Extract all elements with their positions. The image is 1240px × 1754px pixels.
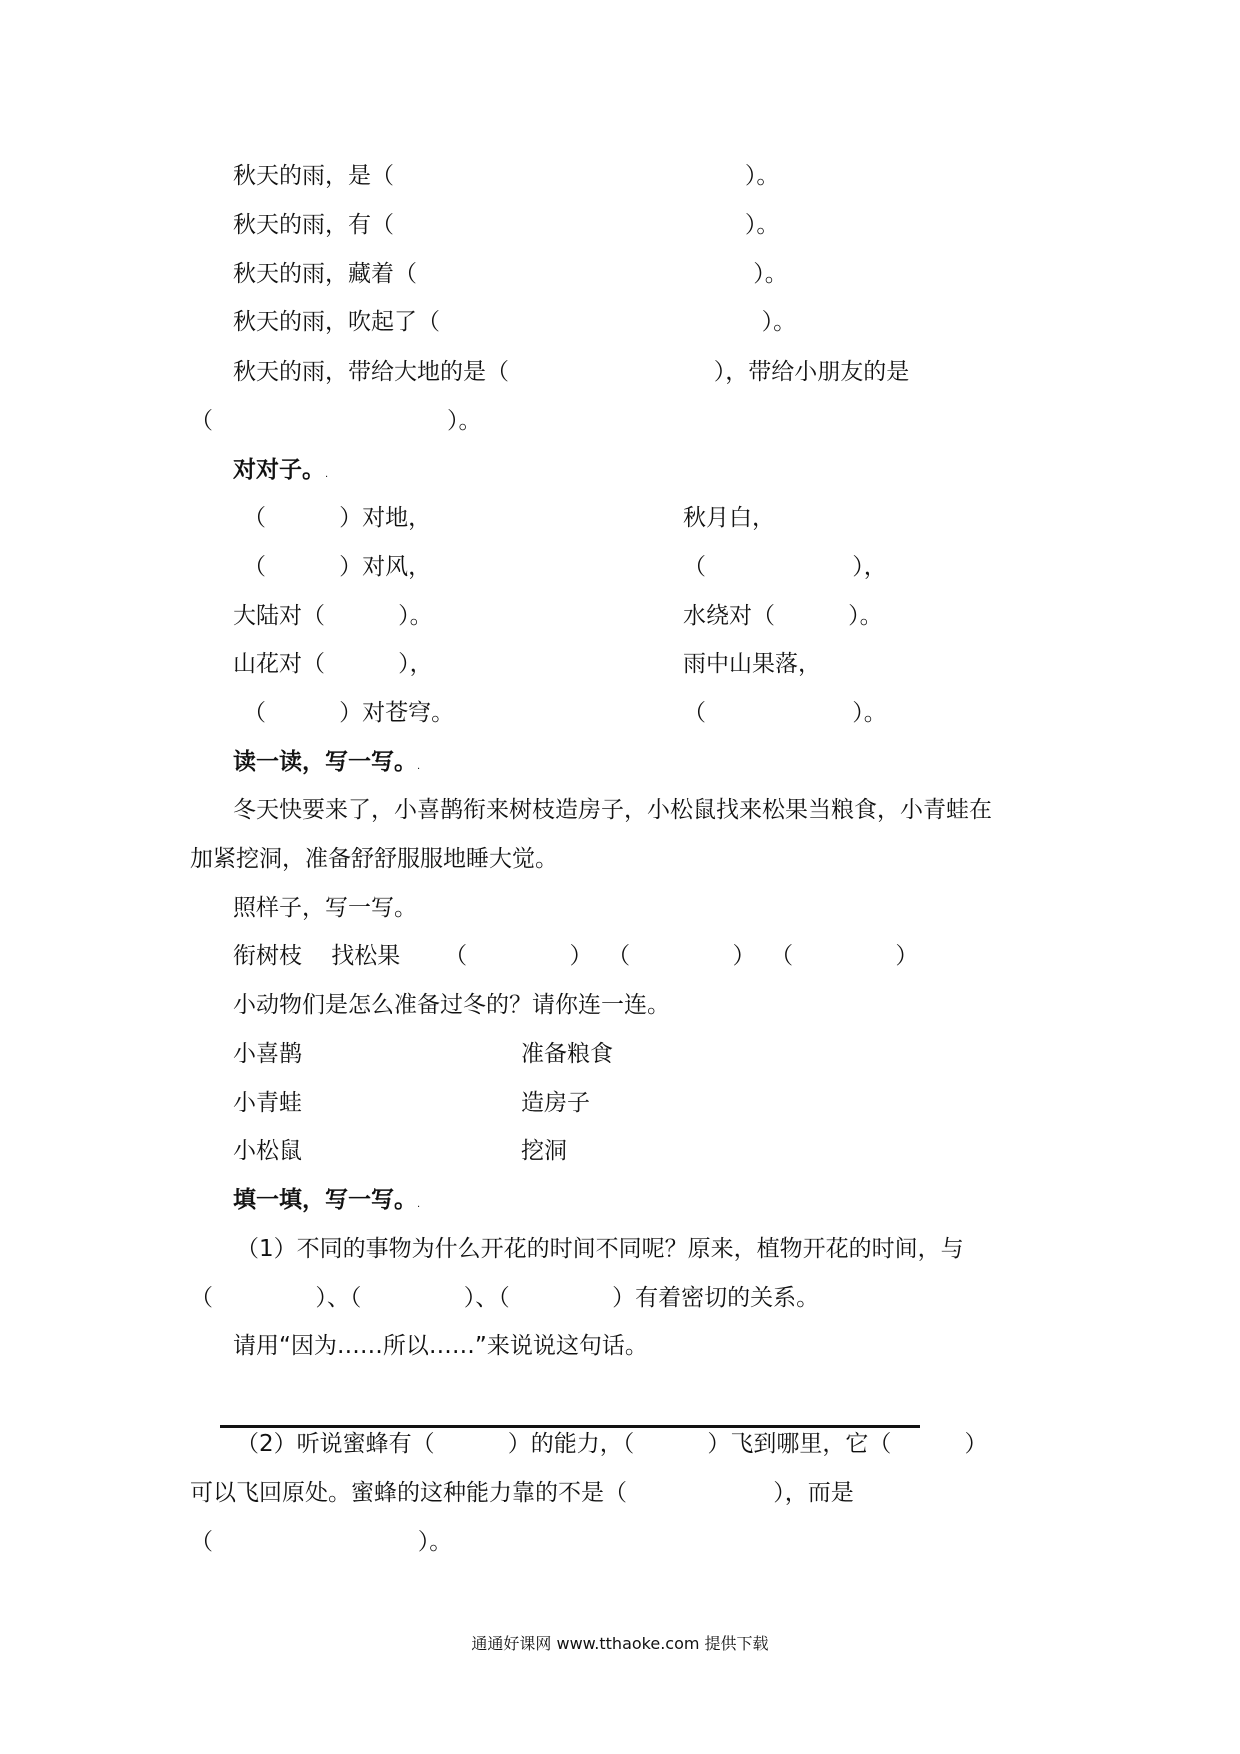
rain-line-4: 秋天的雨，吹起了（ ）。 — [233, 309, 797, 335]
couplet-left-2: （ ）对风， — [243, 554, 432, 580]
rain-line-2: 秋天的雨，有（ ）。 — [233, 212, 780, 238]
couplet-right-1: 秋月白， — [683, 505, 775, 531]
action-dig: 挖洞 — [521, 1138, 567, 1164]
q1-line-1: （1）不同的事物为什么开花的时间不同呢？原来，植物开花的时间，与 — [236, 1236, 964, 1262]
couplets-heading — [233, 455, 328, 490]
imitate-prompt: 照样子，写一写。 — [233, 895, 417, 921]
rain-line-5: 秋天的雨，带给大地的是（ ），带给小朋友的是 — [233, 359, 910, 385]
q2-line-2: 可以飞回原处。蜜蜂的这种能力靠的不是（ ），而是 — [190, 1480, 854, 1506]
reading-title-mark: . — [417, 761, 421, 772]
action-food: 准备粮食 — [521, 1041, 613, 1067]
fill-title-mark: . — [417, 1199, 421, 1210]
fill-title: 填一填，写一写。 — [233, 1187, 417, 1213]
match-prompt: 小动物们是怎么准备过冬的？请你连一连。 — [233, 992, 670, 1018]
reading-title: 读一读，写一写。 — [233, 749, 417, 775]
couplets-title-mark: . — [325, 469, 329, 480]
action-house: 造房子 — [521, 1090, 590, 1116]
fill-heading — [233, 1185, 420, 1220]
animal-frog: 小青蛙 — [233, 1090, 302, 1116]
couplet-right-2: （ ）， — [683, 554, 887, 580]
animal-magpie: 小喜鹊 — [233, 1041, 302, 1067]
passage-line-1: 冬天快要来了，小喜鹊衔来树枝造房子，小松鼠找来松果当粮食，小青蛙在 — [233, 797, 992, 823]
rain-line-3: 秋天的雨，藏着（ ）。 — [233, 261, 788, 287]
rain-line-6: （ ）。 — [190, 408, 482, 434]
couplet-left-4: 山花对（ ）， — [233, 651, 433, 677]
q1-line-3: 请用“因为……所以……”来说说这句话。 — [233, 1333, 648, 1359]
footer-source: 通通好课网 www.tthaoke.com 提供下载 — [471, 1634, 769, 1653]
answer-line — [220, 1425, 920, 1428]
imitate-examples: 衔树枝 找松果 （ ） （ ） （ ） — [233, 943, 919, 969]
couplet-right-5: （ ）。 — [683, 700, 887, 726]
q1-line-2: （ ）、（ ）、（ ）有着密切的关系。 — [190, 1285, 820, 1311]
q2-line-1: （2）听说蜜蜂有（ ）的能力，（ ）飞到哪里，它（ ） — [236, 1431, 988, 1457]
passage-line-2: 加紧挖洞，准备舒舒服服地睡大觉。 — [190, 846, 558, 872]
couplet-right-4: 雨中山果落， — [683, 651, 821, 677]
couplet-left-1: （ ）对地， — [243, 505, 432, 531]
animal-squirrel: 小松鼠 — [233, 1138, 302, 1164]
rain-line-1: 秋天的雨，是（ ）。 — [233, 163, 780, 189]
couplets-title: 对对子。 — [233, 457, 325, 483]
reading-heading — [233, 747, 420, 782]
q2-line-3: （ ）。 — [190, 1529, 453, 1555]
couplet-left-3: 大陆对（ ）。 — [233, 603, 433, 629]
couplet-left-5: （ ）对苍穹。 — [243, 700, 455, 726]
couplet-right-3: 水绕对（ ）。 — [683, 603, 883, 629]
